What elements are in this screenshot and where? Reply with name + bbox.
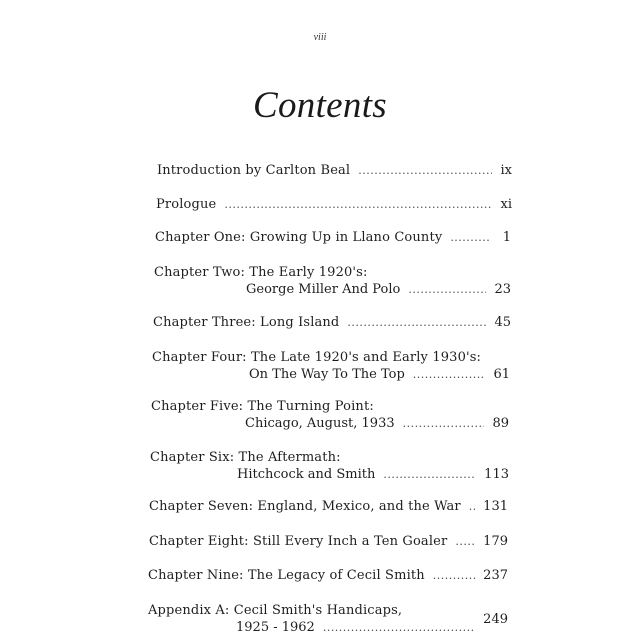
toc-page-number: 131 [483, 499, 508, 514]
dot-leader [433, 567, 475, 584]
toc-entry-introduction[interactable] [157, 162, 512, 179]
toc-page-number: 89 [492, 416, 509, 431]
toc-entry-label: Chapter Five: The Turning Point: [151, 399, 374, 414]
toc-entry-chapter-nine[interactable] [148, 567, 508, 584]
toc-entry-chapter-one[interactable] [155, 229, 511, 246]
toc-page-number: 61 [493, 367, 510, 382]
toc-entry-label: Chapter Three: Long Island [153, 315, 340, 330]
toc-entry-chapter-three[interactable] [153, 314, 511, 331]
toc-page-number: xi [500, 197, 512, 212]
toc-entry-label: Chapter Seven: England, Mexico, and the War [149, 499, 461, 514]
page-folio: viii [313, 32, 327, 43]
toc-entry-label: Chapter Six: The Aftermath: [150, 450, 341, 465]
dot-leader [383, 466, 476, 483]
dot-leader [403, 415, 485, 432]
toc-page-number: 1 [502, 230, 511, 245]
toc-page-number: 237 [483, 568, 508, 583]
toc-entry-chapter-six[interactable] [150, 449, 509, 483]
toc-page-number: 45 [494, 315, 511, 330]
dot-leader [469, 498, 475, 515]
toc-entry-chapter-two[interactable] [154, 264, 511, 298]
toc-entry-subtitle: George Miller And Polo [246, 282, 401, 297]
dot-leader [408, 281, 486, 298]
toc-entry-subtitle: On The Way To The Top [249, 367, 405, 382]
toc-entry-label: Chapter One: Growing Up in Llano County [155, 230, 443, 245]
toc-entry-label: Prologue [156, 197, 217, 212]
toc-entry-label: Chapter Nine: The Legacy of Cecil Smith [148, 568, 425, 583]
toc-entry-label: Appendix A: Cecil Smith's Handicaps, [148, 603, 403, 618]
toc-entry-chapter-seven[interactable] [149, 498, 508, 515]
toc-entry-label: Chapter Four: The Late 1920's and Early 1930's: [152, 350, 482, 365]
toc-page-number: 113 [484, 467, 509, 482]
dot-leader [455, 533, 475, 550]
toc-page-number: ix [500, 163, 512, 178]
dot-leader [413, 366, 486, 383]
toc-entry-appendix-a[interactable] [148, 602, 508, 636]
toc-page-number: 179 [483, 534, 508, 549]
dot-leader [450, 229, 491, 246]
toc-page-number: 23 [494, 282, 511, 297]
toc-entry-chapter-four[interactable] [152, 349, 510, 383]
toc-entry-chapter-eight[interactable] [149, 533, 508, 550]
dot-leader [224, 196, 492, 213]
toc-page-number: 249 [483, 612, 508, 627]
toc-entry-chapter-five[interactable] [151, 398, 509, 432]
dot-leader [358, 162, 492, 179]
dot-leader [323, 619, 475, 636]
toc-entry-subtitle: 1925 - 1962 [236, 620, 315, 635]
toc-entry-label: Introduction by Carlton Beal [157, 163, 351, 178]
toc-entry-subtitle: Hitchcock and Smith [237, 467, 376, 482]
toc-entry-label: Chapter Two: The Early 1920's: [154, 265, 368, 280]
page-title: Contents [253, 85, 387, 126]
toc-entry-prologue[interactable] [156, 196, 512, 213]
toc-entry-subtitle: Chicago, August, 1933 [245, 416, 395, 431]
toc-entry-label: Chapter Eight: Still Every Inch a Ten Goaler [149, 534, 448, 549]
dot-leader [347, 314, 486, 331]
